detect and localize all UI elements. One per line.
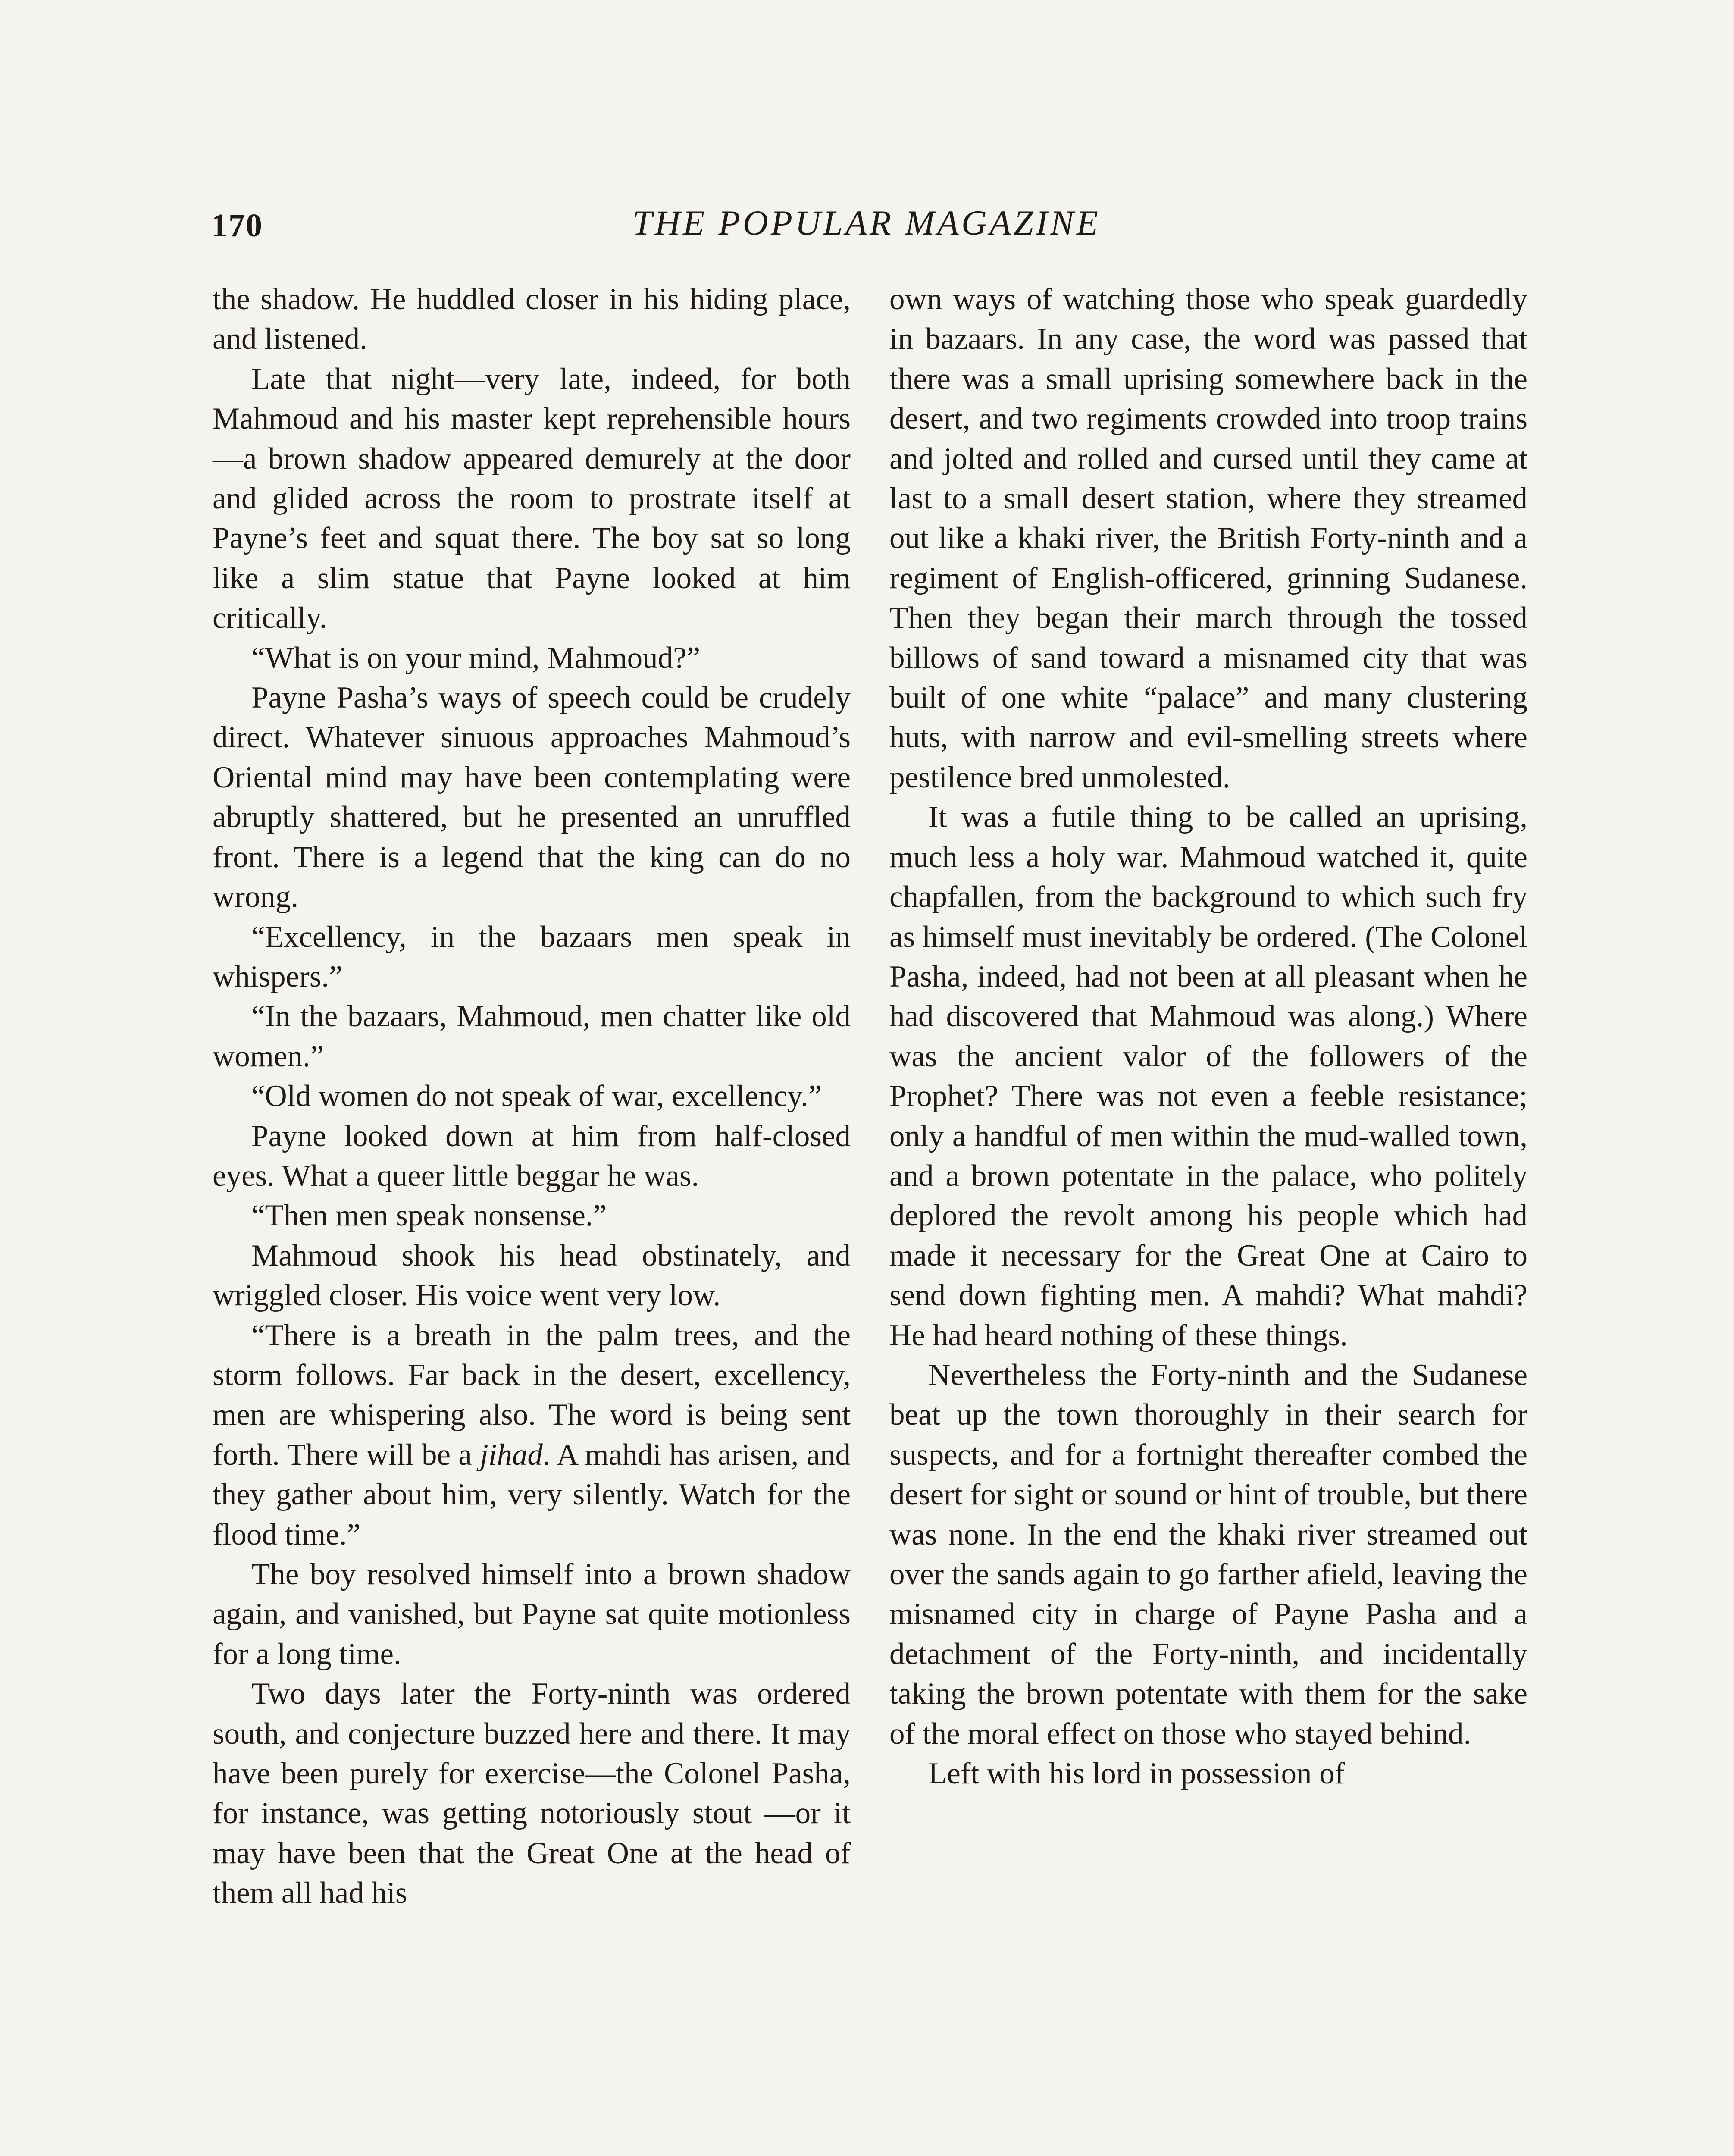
right-column <box>889 279 1527 1793</box>
paragraph: Mahmoud shook his head obstinately, and wriggled closer. His voice went very low. <box>213 1238 851 1313</box>
left-column <box>213 279 851 1913</box>
paragraph: the shadow. He huddled closer in his hiding place, and listened. <box>213 282 851 356</box>
paragraph: “In the bazaars, Mahmoud, men chatter like old women.” <box>213 1000 851 1073</box>
paragraph: “Old women do not speak of war, excellency.” <box>251 1079 822 1113</box>
running-head: THE POPULAR MAGAZINE <box>632 203 1101 242</box>
paragraph: Two days later the Forty-ninth was ordered south, and conjecture buzzed here and there. It may have been purely for exercise—the Colonel Pasha, for instance, was getting notoriously stout —or it may have been that the Great One at the head of them all had his <box>213 1677 851 1910</box>
paragraph: Nevertheless the Forty-ninth and the Sudanese beat up the town thoroughly in their search for suspects, and for a fortnight thereafter combed the desert for sight or sound or hint of trouble, but there was none. In the end the khaki river streamed out over the sands again to go farther afield, leaving the misnamed city in charge of Payne Pasha and a detachment of the Forty-ninth, and incidentally taking the brown potentate with them for the sake of the moral effect on those who stayed behind. <box>889 1358 1527 1751</box>
paragraph: own ways of watching those who speak guardedly in bazaars. In any case, the word was passed that there was a small uprising somewhere back in the desert, and two regiments crowded into troop trains and jolted and rolled and cursed until they came at last to a small desert station, where they streamed out like a khaki river, the British Forty-ninth and a regiment of English-officered, grinning Sudanese. Then they began their march through the tossed billows of sand toward a misnamed city that was built of one white “palace” and many clustering huts, with narrow and evil-smelling streets where pestilence bred unmolested. <box>889 282 1527 794</box>
paragraph: Left with his lord in possession of <box>928 1757 1345 1791</box>
paragraph-text: . A mahdi has arisen, and they gather about him, very silently. Watch for the flood time.” <box>213 1438 851 1551</box>
page-number: 170 <box>211 207 263 244</box>
paragraph: “What is on your mind, Mahmoud?” <box>251 641 701 675</box>
paragraph: Payne Pasha’s ways of speech could be crudely direct. Whatever sinuous approaches Mahmoud’s Oriental mind may have been contemplating were abruptly shattered, but he presented an unruffled front. There is a legend that the king can do no wrong. <box>213 681 851 914</box>
paragraph: Payne looked down at him from half-closed eyes. What a queer little beggar he was. <box>213 1119 851 1193</box>
paragraph: The boy resolved himself into a brown shadow again, and vanished, but Payne sat quite motionless for a long time. <box>213 1557 851 1671</box>
italic-word: jihad <box>479 1438 543 1472</box>
paragraph: Late that night—very late, indeed, for both Mahmoud and his master kept reprehensible hours—a brown shadow appeared demurely at the door and glided across the room to prostrate itself at Payne’s feet and squat there. The boy sat so long like a slim statue that Payne looked at him critically. <box>213 362 851 635</box>
paragraph: “Then men speak nonsense.” <box>251 1199 607 1233</box>
paragraph-text: “There is a breath in the palm trees, and the storm follows. Far back in the desert, excellency, men are whispering also. The word is being sent forth. There will be a <box>213 1318 851 1472</box>
paragraph: “Excellency, in the bazaars men speak in whispers.” <box>213 920 851 993</box>
paragraph: It was a futile thing to be called an uprising, much less a holy war. Mahmoud watched it, quite chapfallen, from the background to which such fry as himself must inevitably be ordered. (The Colonel Pasha, indeed, had not been at all pleasant when he had discovered that Mahmoud was along.) Where was the ancient valor of the followers of the Prophet? There was not even a feeble resistance; only a handful of men within the mud-walled town, and a brown potentate in the palace, who politely deplored the revolt among his people which had made it necessary for the Great One at Cairo to send down fighting men. A mahdi? What mahdi? He had heard nothing of these things. <box>889 800 1527 1352</box>
paragraph <box>213 1316 851 1554</box>
